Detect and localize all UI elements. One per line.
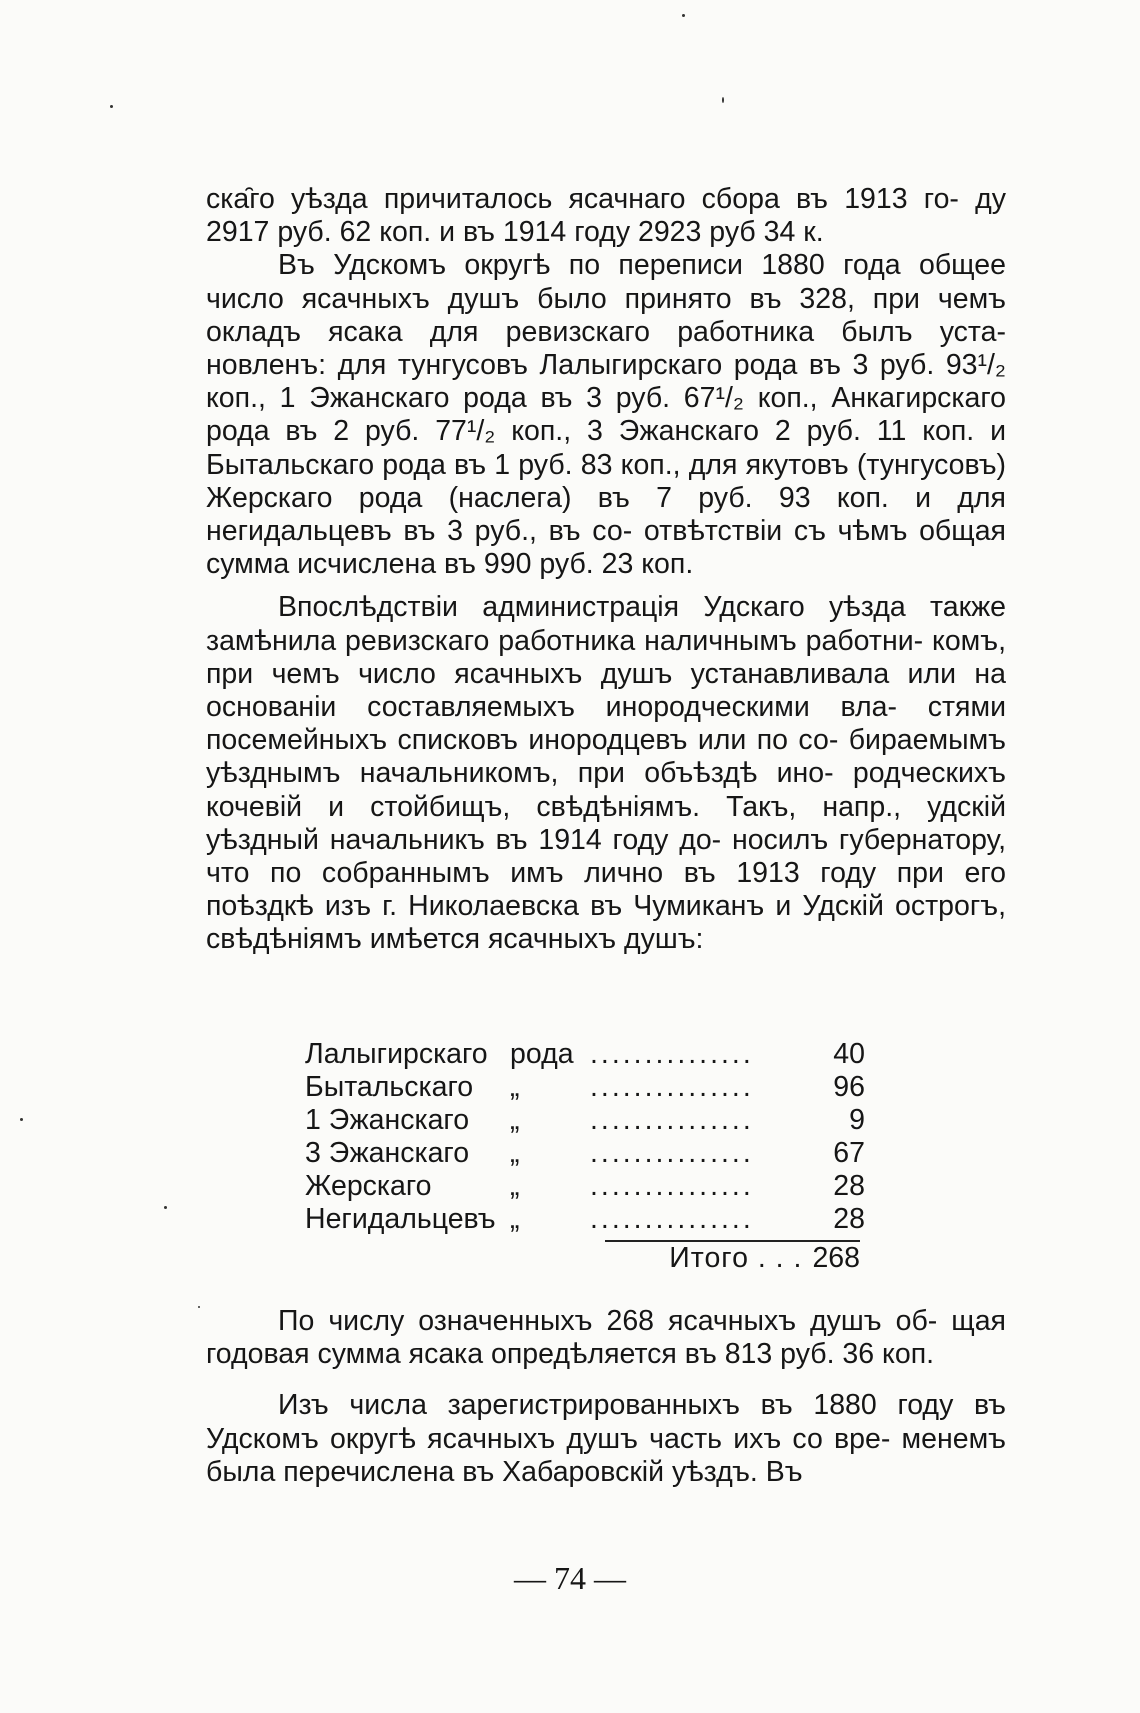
table-row	[305, 1203, 865, 1236]
row-clan-name: Лалыгирскаго	[305, 1038, 488, 1070]
paragraph-annual-sum: По числу означенныхъ 268 ясачныхъ душъ об- щая годовая сумма ясака опредѣляется въ 813 руб. 36 коп.	[206, 1305, 1006, 1371]
total-row	[305, 1242, 865, 1278]
table-row	[305, 1071, 865, 1104]
row-clan-mark: „	[510, 1071, 520, 1103]
table-row	[305, 1170, 865, 1203]
row-value: 9	[849, 1104, 865, 1136]
speck-6	[198, 1306, 200, 1308]
total-label: Итого . . .	[669, 1242, 803, 1274]
speck-3	[722, 97, 724, 103]
upper-text-block	[206, 183, 1006, 957]
soul-count-table	[305, 1038, 865, 1278]
paragraph-continuation: ска̑го уѣзда причиталось ясачнаго сбора въ 1913 го- ду 2917 руб. 62 коп. и въ 1914 году 2923 руб 34 к.	[206, 183, 1006, 249]
row-leader-dots: ...............	[590, 1170, 754, 1202]
row-value: 96	[833, 1071, 865, 1103]
speck-5	[164, 1206, 167, 1209]
speck-2	[682, 14, 685, 17]
row-clan-name: Негидальцевъ	[305, 1203, 496, 1235]
row-clan-mark: „	[510, 1104, 520, 1136]
row-clan-mark: „	[510, 1170, 520, 1202]
row-value: 28	[833, 1203, 865, 1235]
row-leader-dots: ...............	[590, 1137, 754, 1169]
row-leader-dots: ...............	[590, 1203, 754, 1235]
lower-text-block	[206, 1305, 1006, 1489]
row-clan-mark: рода	[510, 1038, 574, 1070]
table-row	[305, 1038, 865, 1071]
paragraph-registered-souls: Изъ числа зарегистрированныхъ въ 1880 году въ Удскомъ округѣ ясачныхъ душъ часть ихъ со вре- менемъ была перечислена въ Хабаровскій уѣздъ. Въ	[206, 1389, 1006, 1488]
row-value: 67	[833, 1137, 865, 1169]
row-clan-name: 1 Эжанскаго	[305, 1104, 470, 1136]
paragraph-udsk-census: Въ Удскомъ округѣ по переписи 1880 года общее число ясачныхъ душъ было принято въ 328, при чемъ окладъ ясака для ревизскаго работника былъ уста- новленъ: для тунгусовъ Лалыгирскаго рода въ 3 руб. 93¹/₂ коп., 1 Эжанскаго рода въ 3 руб. 67¹/₂ коп., Анкагирскаго рода въ 2 руб. 77¹/₂ коп., 3 Эжанскаго 2 руб. 11 коп. и Бытальскаго рода въ 1 руб. 83 коп., для якутовъ (тунгусовъ) Жерскаго рода (наслега) въ 7 руб. 93 коп. и для негидальцевъ въ 3 руб., въ со- отвѣтствіи съ чѣмъ общая сумма исчислена въ 990 руб. 23 коп.	[206, 249, 1006, 581]
row-clan-mark: „	[510, 1203, 520, 1235]
row-clan-name: Жерскаго	[305, 1170, 432, 1202]
total-value: 268	[812, 1242, 860, 1274]
row-leader-dots: ...............	[590, 1104, 754, 1136]
row-leader-dots: ...............	[590, 1038, 754, 1070]
table-row	[305, 1104, 865, 1137]
speck-4	[20, 1118, 23, 1121]
row-value: 28	[833, 1170, 865, 1202]
row-clan-mark: „	[510, 1137, 520, 1169]
table-row	[305, 1137, 865, 1170]
row-clan-name: Бытальскаго	[305, 1071, 474, 1103]
row-value: 40	[833, 1038, 865, 1070]
row-leader-dots: ...............	[590, 1071, 754, 1103]
row-clan-name: 3 Эжанскаго	[305, 1137, 470, 1169]
page-number: — 74 —	[514, 1560, 626, 1596]
speck-1	[110, 105, 113, 108]
paragraph-administration: Впослѣдствіи администрація Удскаго уѣзда также замѣнила ревизскаго работника наличнымъ работни- комъ, при чемъ число ясачныхъ душъ устанавливала или на основаніи составляемыхъ инородческими вла- стями посемейныхъ списковъ инородцевъ или по со- бираемымъ уѣзднымъ начальникомъ, при объѣздѣ ино- родческихъ кочевій и стойбищъ, свѣдѣніямъ. Такъ, напр., удскій уѣздный начальникъ въ 1914 году до- носилъ губернатору, что по собраннымъ имъ лично въ 1913 году при его поѣздкѣ изъ г. Николаевска въ Чумиканъ и Удскій острогъ, свѣдѣніямъ имѣется ясачныхъ душъ:	[206, 591, 1006, 956]
